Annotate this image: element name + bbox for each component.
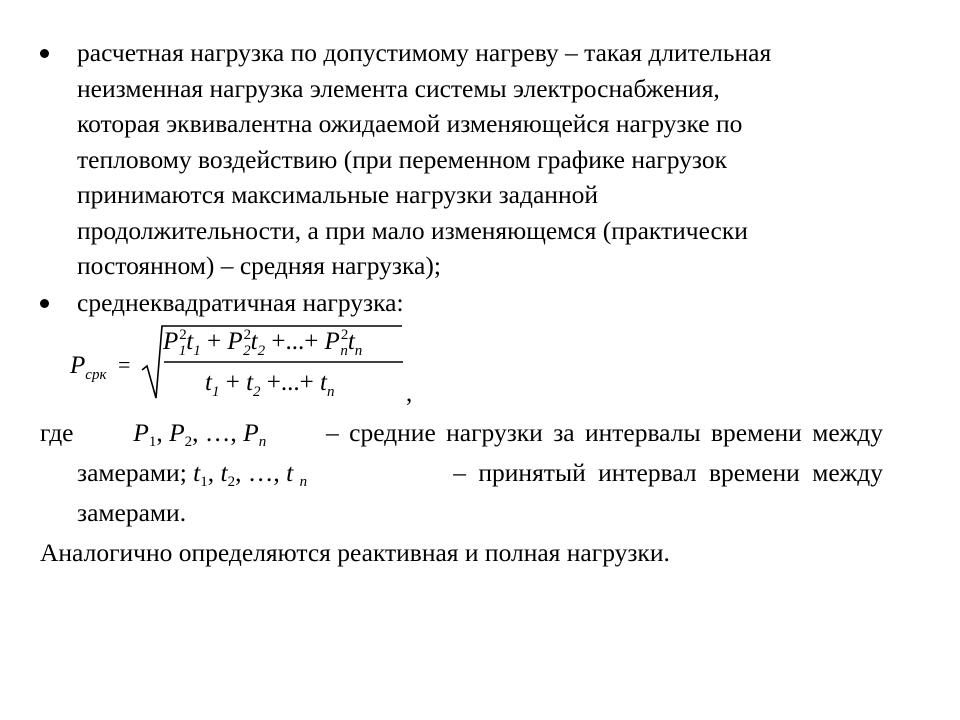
bullet-dot-icon <box>40 49 49 58</box>
formula-equals: = <box>118 352 131 377</box>
text-line: которая эквивалентна ожидаемой изменяющейся нагрузке по <box>77 109 743 138</box>
text-words: – средние нагрузки за интервалы времени между <box>326 418 883 447</box>
bullet-dot-icon <box>40 299 49 308</box>
text-line: постоянном) – средняя нагрузка); <box>77 251 441 280</box>
bullet-item-design-load <box>40 35 883 284</box>
bullet-text <box>77 35 883 284</box>
where-line-3: замерами. <box>77 498 187 527</box>
bullet-item-rms-load <box>40 285 883 321</box>
text-word: где <box>40 418 74 447</box>
text-line: неизменная нагрузка элемента системы электроснабжения, <box>77 73 720 103</box>
sqrt-sign-icon <box>140 322 405 402</box>
text-line: среднеквадратичная нагрузка: <box>77 288 404 317</box>
text-line: расчетная нагрузка по допустимому нагреву – такая длительная <box>77 38 772 67</box>
formula-denominator: $t_1 + t_2$ +...+ $t_n$ <box>205 369 335 400</box>
text-words: – принятый интервал времени между <box>453 458 883 487</box>
formula-comma: , <box>406 380 413 407</box>
where-line-2 <box>40 455 883 495</box>
formula-numerator: $P^2_1t_1 + P^2_2t_2$ +...+ $P^2_nt_n$ <box>163 327 363 359</box>
final-sentence: Аналогично определяются реактивная и полная нагрузки. <box>40 538 670 567</box>
where-paragraph <box>40 415 883 531</box>
formula-lhs: $P_{срк}$ <box>70 352 107 383</box>
text-line: принимаются максимальные нагрузки заданной <box>77 180 598 209</box>
text-line: продолжительности, а при мало изменяющемся (практически <box>77 215 748 245</box>
load-symbols: P1, P2, …, Pn <box>133 418 267 450</box>
interval-symbols: замерами; t1, t2, …, t n <box>77 458 308 490</box>
text-line: тепловому воздействию (при переменном графике нагрузок <box>77 144 727 174</box>
where-line-1 <box>40 415 883 455</box>
bullet-text <box>77 285 883 321</box>
